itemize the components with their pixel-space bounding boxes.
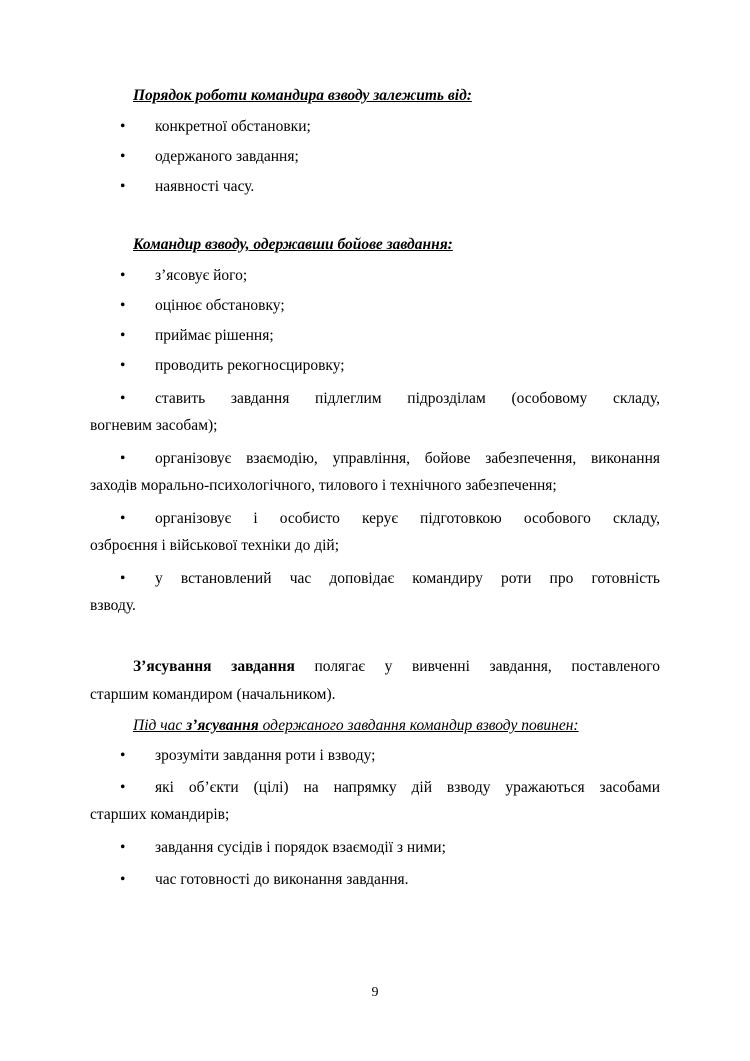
section3-subheading: [133, 716, 579, 736]
bullet-icon: •: [120, 148, 126, 165]
bullet-icon: •: [120, 570, 126, 587]
subheading-pre: Під час: [133, 717, 187, 734]
term-bold: З’ясування завдання: [133, 658, 295, 675]
list-item-text: завдання сусідів і порядок взаємодії з ними;: [155, 839, 446, 856]
list-item-text: оцінює обстановку;: [155, 297, 285, 314]
list-item-text: одержаного завдання;: [155, 148, 299, 165]
section1-heading: Порядок роботи командира взводу залежить від:: [133, 87, 472, 104]
list-item-text: конкретної обстановки;: [155, 118, 311, 135]
subheading-bold: з’ясування: [186, 717, 259, 734]
bullet-icon: •: [120, 178, 126, 195]
list-item-continuation: озброєння і військової техніки до дій;: [90, 537, 339, 554]
bullet-icon: •: [120, 357, 126, 374]
bullet-icon: •: [120, 871, 126, 888]
subheading-post: одержаного завдання командир взводу повинен:: [258, 717, 579, 734]
paragraph-text: полягає у вивченні завдання, поставленого: [294, 658, 660, 675]
bullet-icon: •: [120, 327, 126, 344]
list-item-text: наявності часу.: [155, 178, 255, 195]
list-item-continuation: заходів морально-психологічного, тилового і технічного забезпечення;: [90, 477, 557, 494]
paragraph-line-2: старшим командиром (начальником).: [90, 686, 336, 703]
list-item-continuation: старших командирів;: [90, 806, 230, 823]
list-item-continuation: вогневим засобам);: [90, 417, 218, 434]
list-item-text: організовує взаємодію, управління, бойове забезпечення, виконання: [155, 450, 660, 467]
bullet-icon: •: [120, 779, 126, 796]
list-item-continuation: взводу.: [90, 597, 136, 614]
paragraph-line: [133, 657, 660, 677]
bullet-icon: •: [120, 839, 126, 856]
bullet-icon: •: [120, 297, 126, 314]
section2-heading: Командир взводу, одержавши бойове завдання:: [133, 236, 453, 253]
bullet-icon: •: [120, 267, 126, 284]
list-item-text: ставить завдання підлеглим підрозділам (особовому складу,: [155, 390, 660, 407]
bullet-icon: •: [120, 118, 126, 135]
list-item-text: з’ясовує його;: [155, 267, 248, 284]
list-item-text: зрозуміти завдання роти і взводу;: [155, 747, 376, 764]
list-item-text: у встановлений час доповідає командиру роти про готовність: [155, 570, 660, 587]
list-item-text: приймає рішення;: [155, 327, 274, 344]
page-number: 9: [371, 985, 379, 1000]
bullet-icon: •: [120, 510, 126, 527]
bullet-icon: •: [120, 747, 126, 764]
list-item-text: організовує і особисто керує підготовкою особового складу,: [155, 510, 660, 527]
list-item-text: час готовності до виконання завдання.: [155, 871, 409, 888]
bullet-icon: •: [120, 390, 126, 407]
list-item-text: проводить рекогносцировку;: [155, 357, 345, 374]
list-item-text: які об’єкти (цілі) на напрямку дій взводу уражаються засобами: [155, 779, 660, 796]
bullet-icon: •: [120, 450, 126, 467]
